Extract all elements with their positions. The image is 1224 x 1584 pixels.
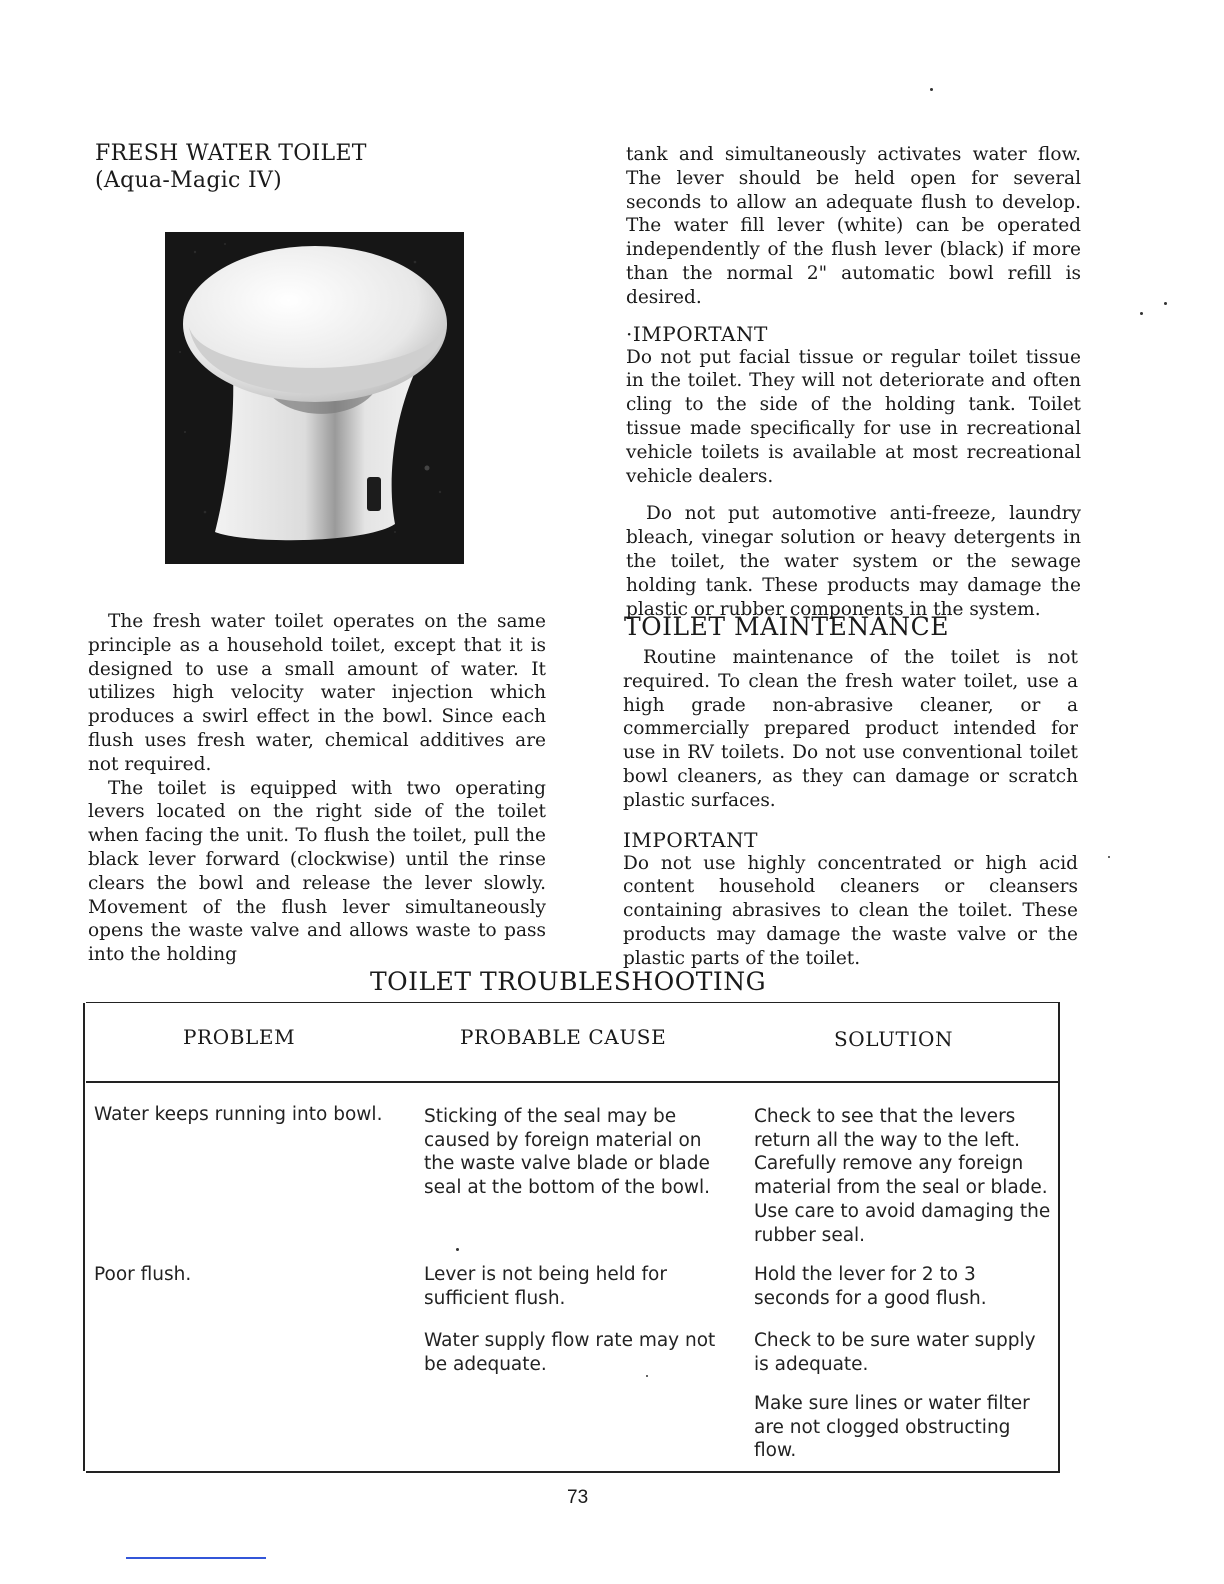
cleaners-warning-paragraph: Do not use highly concentrated or high acid content household cleaners or cleansers containing abrasives to clean the toilet. These products may damage the waste valve or the plastic parts of the toilet. xyxy=(623,852,1078,969)
scan-speck xyxy=(1140,312,1143,315)
footer-accent-line xyxy=(126,1557,266,1559)
toilet-photo-icon xyxy=(165,232,464,564)
solution-cell: Check to be sure water supply is adequate. xyxy=(754,1330,1036,1375)
solution-cell: Make sure lines or water filter are not clogged obstructing flow. xyxy=(754,1393,1030,1462)
scan-speck xyxy=(646,1375,648,1377)
header-divider xyxy=(86,1081,1058,1083)
cause-cell: Sticking of the seal may be caused by foreign material on the waste valve blade or blade seal at the bottom of the bowl. xyxy=(424,1106,711,1199)
solution-cell: Hold the lever for 2 to 3 seconds for a good flush. xyxy=(754,1264,987,1309)
scan-speck xyxy=(1108,856,1110,858)
tissue-warning-paragraph: Do not put facial tissue or regular toilet tissue in the toilet. They will not deteriorate and often cling to the side of the holding tank. Toilet tissue made specifically for use in recreational vehicle toilets is available at most recreational vehicle dealers. xyxy=(626,346,1081,487)
chemicals-warning-paragraph: Do not put automotive anti-freeze, laundry bleach, vinegar solution or heavy detergents in the toilet, the water system or the sewage holding tank. These products may damage the plastic or rubber components in the system. xyxy=(626,503,1081,620)
flush-continued-paragraph: tank and simultaneously activates water flow. The lever should be held open for several seconds to allow an adequate flush to develop. The water fill lever (white) can be operated independently of the flush lever (black) if more than the normal 2" automatic bowl refill is desired. xyxy=(626,144,1081,308)
intro-text xyxy=(88,610,546,967)
header-problem: PROBLEM xyxy=(183,1025,296,1049)
maintenance-paragraph: Routine maintenance of the toilet is not required. To clean the fresh water toilet, use a high grade non-abrasive cleaner, or a commercially prepared product intended for use in RV toilets. Do not use conventional toilet bowl cleaners, as they can damage or scratch plastic surfaces. xyxy=(623,647,1078,811)
section-title-sub: (Aqua-Magic IV) xyxy=(95,168,283,193)
header-probable-cause: PROBABLE CAUSE xyxy=(460,1025,667,1049)
important-heading-tissue: ·IMPORTANT xyxy=(626,321,768,346)
problem-cell: Water keeps running into bowl. xyxy=(94,1104,383,1125)
page-number: 73 xyxy=(567,1487,589,1508)
scan-speck xyxy=(1164,302,1167,305)
scan-speck xyxy=(930,88,933,91)
intro-paragraph: The fresh water toilet operates on the same principle as a household toilet, except that it is designed to use a small amount of water. It utilizes high velocity water injection which produces a swirl effect in the bowl. Since each flush uses fresh water, chemical additives are not required. xyxy=(88,611,546,775)
problem-cell: Poor flush. xyxy=(94,1264,192,1285)
maintenance-text xyxy=(623,646,1078,971)
cause-cell: Water supply flow rate may not be adequate. xyxy=(424,1330,716,1375)
right-column xyxy=(626,143,1081,621)
maintenance-heading: TOILET MAINTENANCE xyxy=(624,612,950,641)
important-heading-cleaners: IMPORTANT xyxy=(623,827,758,852)
section-title xyxy=(95,140,515,194)
cause-cell: Lever is not being held for sufficient flush. xyxy=(424,1264,667,1309)
troubleshooting-title: TOILET TROUBLESHOOTING xyxy=(370,967,767,996)
header-solution: SOLUTION xyxy=(834,1027,954,1051)
scan-speck xyxy=(456,1248,459,1251)
levers-paragraph: The toilet is equipped with two operating levers located on the right side of the toilet when facing the unit. To flush the toilet, pull the black lever forward (clockwise) until the rinse clears the bowl and release the lever slowly. Movement of the flush lever simultaneously opens the waste valve and allows waste to pass into the holding xyxy=(88,777,546,966)
section-title-main: FRESH WATER TOILET xyxy=(95,141,367,166)
troubleshooting-table xyxy=(86,1002,1060,1473)
solution-cell: Check to see that the levers return all the way to the left. Carefully remove any foreign material from the seal or blade. Use care to avoid damaging the rubber seal. xyxy=(754,1106,1051,1246)
toilet-photo xyxy=(165,232,464,564)
